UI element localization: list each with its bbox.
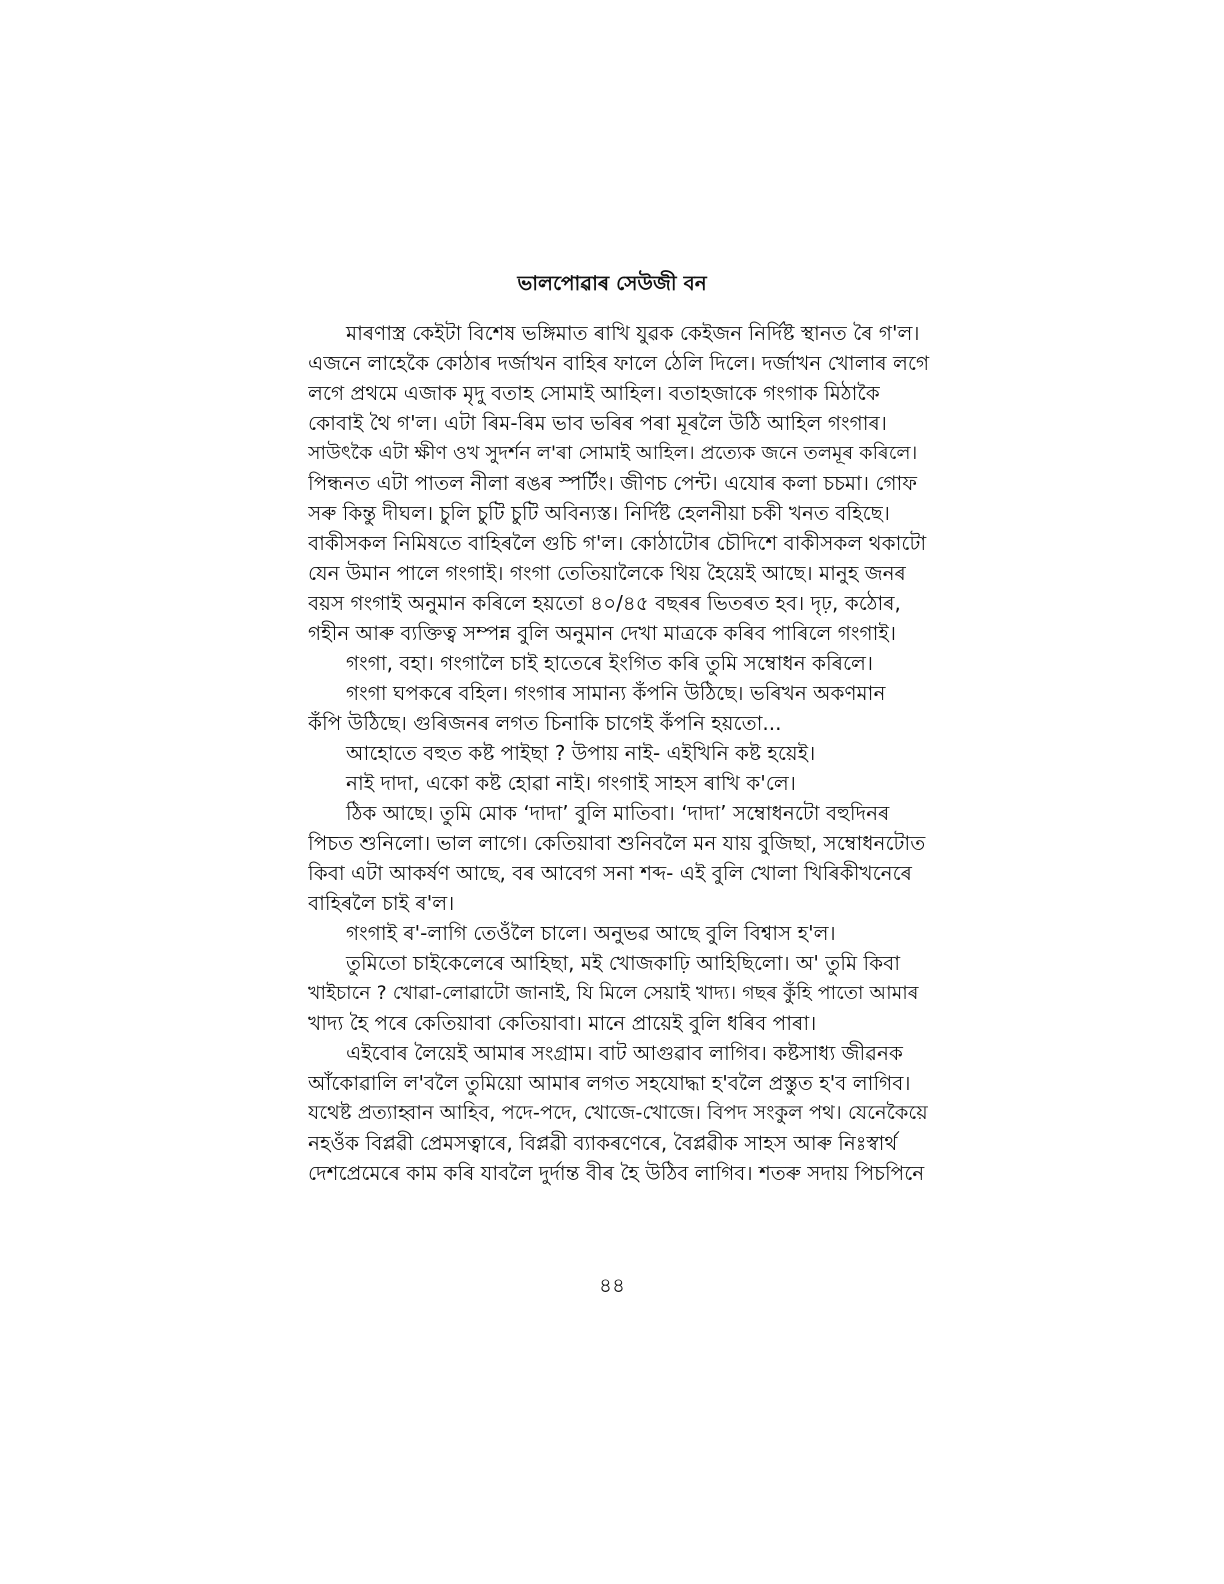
text-line: কিবা এটা আকৰ্ষণ আছে, বৰ আবেগ সনা শব্দ- এই বুলি খোলা খিৰিকীখনেৰে [308,861,912,885]
text-line: আহোতে বহুত কষ্ট পাইছা ? উপায় নাই- এইখিনি কষ্ট হয়েই। [346,741,816,765]
text-line: নাই দাদা, একো কষ্ট হোৱা নাই। গংগাই সাহস ৰাখি ক'লে। [346,771,796,795]
text-line: তুমিতো চাইকেলেৰে আহিছা, মই খোজকাঢ়ি আহিছিলো। অ' তুমি কিবা [346,951,901,975]
text-line: এজনে লাহেকৈ কোঠাৰ দৰ্জাখন বাহিৰ ফালে ঠেলি দিলে। দৰ্জাখন খোলাৰ লগে [308,351,930,375]
running-title: ভালপোৱাৰ সেউজী বন [517,271,707,295]
page-number: ৪৪ [599,1273,625,1297]
text-line: দেশপ্ৰেমেৰে কাম কৰি যাবলৈ দুৰ্দান্ত বীৰ হৈ উঠিব লাগিব। শতৰু সদায় পিচপিনে [308,1161,925,1185]
text-line: মাৰণাস্ত্ৰ কেইটা বিশেষ ভঙ্গিমাত ৰাখি যুৱক কেইজন নিৰ্দিষ্ট স্থানত ৰৈ গ'ল। [346,321,920,345]
text-line: খাদ্য হৈ পৰে কেতিয়াবা কেতিয়াবা। মানে প্ৰায়েই বুলি ধৰিব পাৰা। [308,1011,817,1035]
text-line: ঠিক আছে। তুমি মোক ‘দাদা’ বুলি মাতিবা। ‘দাদা’ সম্বোধনটো বহুদিনৰ [346,801,890,825]
text-line: বাকীসকল নিমিষতে বাহিৰলৈ গুচি গ'ল। কোঠাটোৰ চৌদিশে বাকীসকল থকাটো [308,531,927,555]
text-line: পিন্ধনত এটা পাতল নীলা ৰঙৰ স্পৰ্টিং। জীণচ পেন্ট। এযোৰ কলা চচমা। গোফ [308,471,917,495]
text-line: যথেষ্ট প্ৰত্যাহ্বান আহিব, পদে-পদে, খোজে-খোজে। বিপদ সংকুল পথ। যেনেকৈয়ে [308,1101,928,1124]
text-line: গংগা, বহা। গংগালৈ চাই হাতেৰে ইংগিত কৰি তুমি সম্বোধন কৰিলে। [346,651,874,675]
text-line: খাইচানে ? খোৱা-লোৱাটো জানাই, যি মিলে সেয়াই খাদ্য। গছৰ কুঁহি পাতো আমাৰ [308,982,919,1004]
text-line: আঁকোৱালি ল'বলৈ তুমিয়ো আমাৰ লগত সহযোদ্ধা হ'বলৈ প্ৰস্তুত হ'ব লাগিব। [308,1071,911,1095]
text-line: কঁপি উঠিছে। গুৰিজনৰ লগত চিনাকি চাগেই কঁপনি হয়তো... [308,711,782,735]
body-text [308,318,930,1188]
text-line: গংগা ঘপকৰে বহিল। গংগাৰ সামান্য কঁপনি উঠিছে। ভৰিখন অকণমান [346,681,886,705]
text-line: গংগাই ৰ'-লাগি তেওঁলৈ চালে। অনুভৱ আছে বুলি বিশ্বাস হ'ল। [346,921,836,945]
text-line: বাহিৰলৈ চাই ৰ'ল। [308,891,455,915]
text-line: বয়স গংগাই অনুমান কৰিলে হয়তো ৪০/৪৫ বছৰৰ ভিতৰত হব। দৃঢ়, কঠোৰ, [308,591,901,615]
text-line: গহীন আৰু ব্যক্তিত্ব সম্পন্ন বুলি অনুমান দেখা মাত্ৰকে কৰিব পাৰিলে গংগাই। [308,621,896,645]
text-line: যেন উমান পালে গংগাই। গংগা তেতিয়ালৈকে থিয় হৈয়েই আছে। মানুহ জনৰ [308,561,906,585]
text-line: কোবাই থৈ গ'ল। এটা ৰিম-ৰিম ভাব ভৰিৰ পৰা মূৰলৈ উঠি আহিল গংগাৰ। [308,411,887,435]
text-line: এইবোৰ লৈয়েই আমাৰ সংগ্ৰাম। বাট আগুৱাব লাগিব। কষ্টসাধ্য জীৱনক [346,1041,903,1065]
text-line: সৰু কিন্তু দীঘল। চুলি চুটি চুটি অবিন্যস্ত। নিৰ্দিষ্ট হেলনীয়া চকী খনত বহিছে। [308,501,890,525]
text-line: নহওঁক বিপ্লৱী প্ৰেমসত্বাৰে, বিপ্লৱী ব্যাকৰণেৰে, বৈপ্লৱীক সাহস আৰু নিঃস্বাৰ্থ [308,1131,898,1155]
text-line: সাউৎকৈ এটা ক্ষীণ ওখ সুদৰ্শন ল'ৰা সোমাই আহিল। প্ৰত্যেক জনে তলমূৰ কৰিলে। [308,442,918,464]
text-line: লগে প্ৰথমে এজাক মৃদু বতাহ সোমাই আহিল। বতাহজাকে গংগাক মিঠাকৈ [308,381,880,405]
text-line: পিচত শুনিলো। ভাল লাগে। কেতিয়াবা শুনিবলৈ মন যায় বুজিছা, সম্বোধনটোত [308,831,926,855]
